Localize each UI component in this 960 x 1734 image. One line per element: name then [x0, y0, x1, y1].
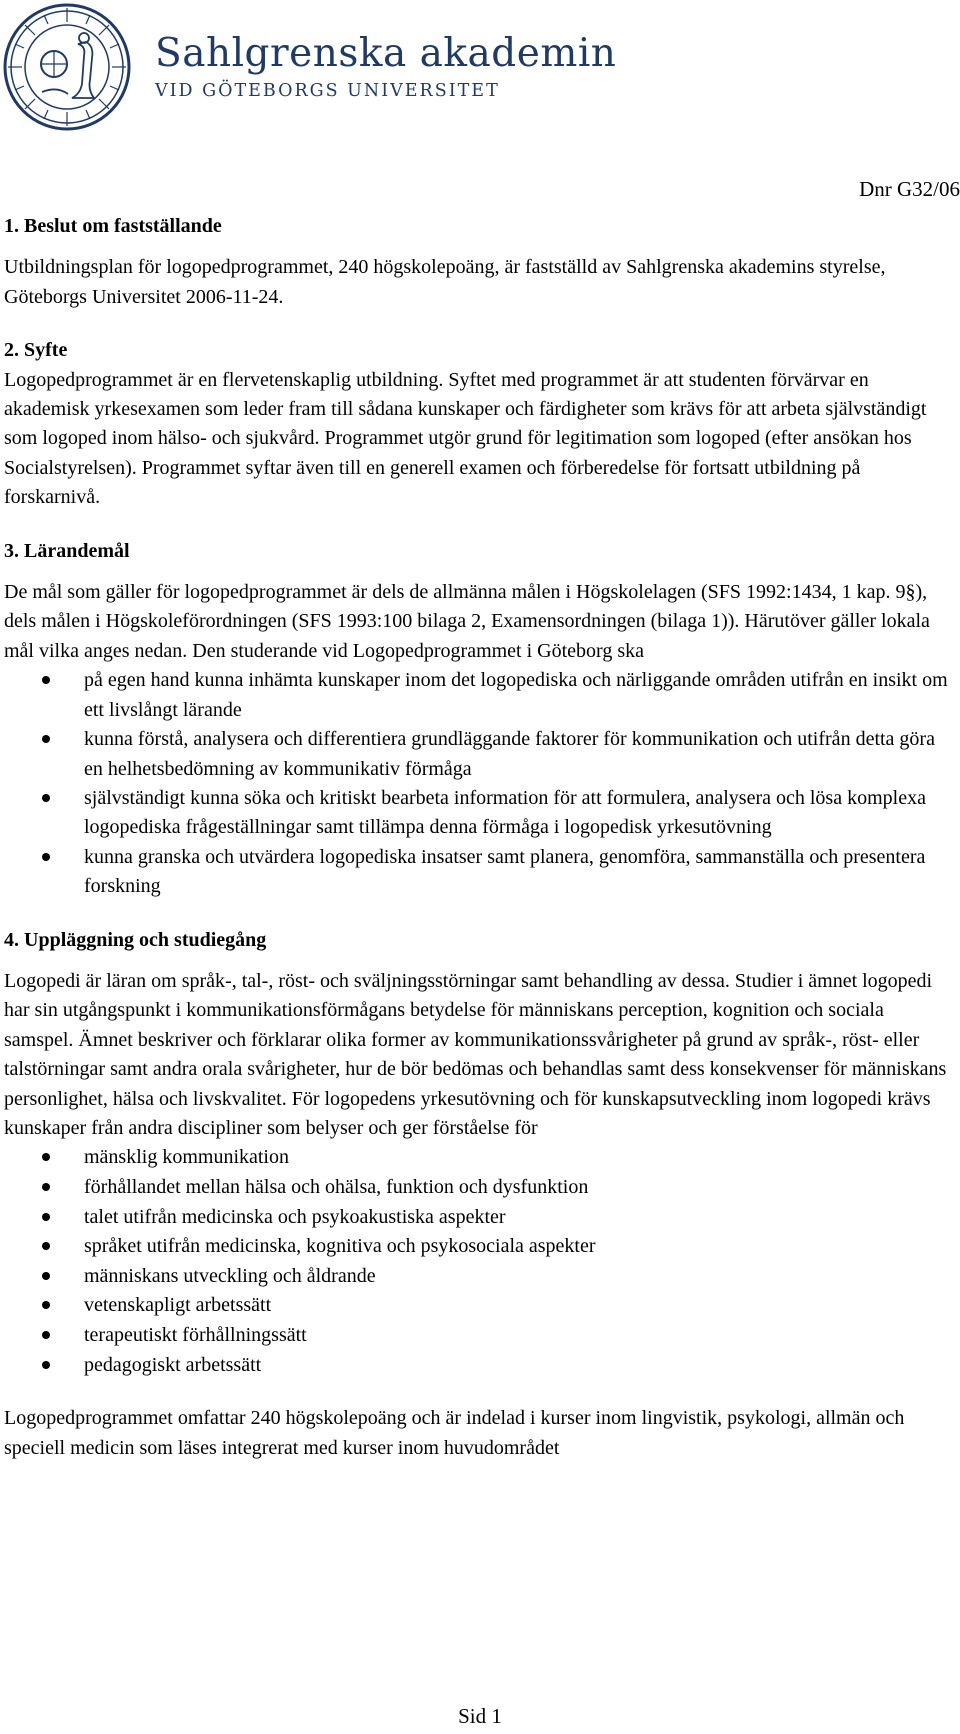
section-heading-structure: 4. Uppläggning och studiegång	[4, 928, 267, 951]
brand-block	[155, 32, 616, 102]
bullet-icon	[42, 853, 50, 861]
list-item	[4, 1291, 956, 1321]
letterhead	[2, 2, 702, 132]
list-item	[4, 1203, 956, 1233]
document-body	[4, 212, 956, 1463]
list-item-text: talet utifrån medicinska och psykoakustiska aspekter	[84, 1205, 506, 1228]
list-item	[4, 1143, 956, 1173]
section-paragraph-structure: Logopedi är läran om språk-, tal-, röst- och sväljningsstörningar samt behandling av dessa. Studier i ämnet logopedi har sin utgångspunkt i kommunikationsförmågans betydelse för människans perception, kognition och sociala samspel. Ämnet beskriver och förklarar olika former av kommunikationssvårigheter på grund av språk-, röst- eller talstörningar samt andra orala svårigheter, hur de bör bedömas och behandlas samt dess konsekvenser för människans personlighet, hälsa och livskvalitet. För logopedens yrkesutövning och för kunskapsutveckling inom logopedi krävs kunskaper från andra discipliner som belyser och ger förståelse för	[4, 969, 947, 1139]
bullet-icon	[42, 1301, 50, 1309]
list-item-text: självständigt kunna söka och kritiskt bearbeta information för att formulera, analysera och lösa komplexa logopediska frågeställningar samt tillämpa denna förmåga i logopedisk yrkesutövning	[84, 786, 926, 839]
list-item-text: kunna förstå, analysera och differentiera grundläggande faktorer för kommunikation och utifrån detta göra en helhetsbedömning av kommunikativ förmåga	[84, 728, 935, 780]
document-number: Dnr G32/06	[859, 177, 960, 201]
bullet-icon	[42, 1331, 50, 1339]
list-item-text: språket utifrån medicinska, kognitiva och psykosociala aspekter	[84, 1235, 596, 1258]
page-number: Sid 1	[458, 1704, 502, 1728]
learning-goals-list	[4, 666, 956, 901]
section-paragraph-structure-2: Logopedprogrammet omfattar 240 högskolepoäng och är indelad i kurser inom lingvistik, psykologi, allmän och speciell medicin som läses integrerat med kurser inom huvudområdet	[4, 1407, 905, 1459]
bullet-icon	[42, 1272, 50, 1280]
bullet-icon	[42, 1153, 50, 1161]
list-item-text: mänsklig kommunikation	[84, 1146, 289, 1169]
list-item	[4, 1262, 956, 1292]
bullet-icon	[42, 676, 50, 684]
list-item	[4, 1321, 956, 1351]
section-paragraph-learning-goals: De mål som gäller för logopedprogrammet är dels de allmänna målen i Högskolelagen (SFS 1992:1434, 1 kap. 9§), dels målen i Högskoleförordningen (SFS 1993:100 bilaga 2, Examensordningen (bilaga 1)). Härutöver gäller lokala mål vilka anges nedan. Den studerande vid Logopedprogrammet i Göteborg ska	[4, 581, 930, 662]
section-paragraph-purpose: Logopedprogrammet är en flervetenskaplig utbildning. Syftet med programmet är att studenten förvärvar en akademisk yrkesexamen som leder fram till sådana kunskaper och färdigheter som krävs för att arbeta självständigt som logoped inom hälso- och sjukvård. Programmet utgör grund för legitimation som logoped (efter ansökan hos Socialstyrelsen). Programmet syftar även till en generell examen och förberedelse för fortsatt utbildning på forskarnivå.	[4, 368, 927, 509]
list-item-text: vetenskapligt arbetssätt	[84, 1294, 272, 1317]
list-item-text: förhållandet mellan hälsa och ohälsa, funktion och dysfunktion	[84, 1175, 589, 1198]
list-item-text: på egen hand kunna inhämta kunskaper inom det logopediska och närliggande områden utifrån en insikt om ett livslångt lärande	[84, 669, 948, 721]
brand-subtitle: VID GÖTEBORGS UNIVERSITET	[155, 81, 500, 101]
section-paragraph-decision: Utbildningsplan för logopedprogrammet, 240 högskolepoäng, är fastställd av Sahlgrenska akademins styrelse, Göteborgs Universitet 2006-11-24.	[4, 256, 886, 308]
list-item-text: kunna granska och utvärdera logopediska insatser samt planera, genomföra, sammanställa och presentera forskning	[84, 845, 926, 898]
list-item	[4, 1232, 956, 1262]
university-seal-icon	[2, 2, 132, 132]
bullet-icon	[42, 735, 50, 743]
section-heading-purpose: 2. Syfte	[4, 339, 68, 362]
disciplines-list	[4, 1143, 956, 1380]
list-item	[4, 843, 956, 902]
list-item	[4, 784, 956, 843]
list-item-text: terapeutiskt förhållningssätt	[84, 1323, 307, 1346]
brand-name: Sahlgrenska akademin	[155, 31, 617, 76]
bullet-icon	[42, 1242, 50, 1250]
bullet-icon	[42, 1213, 50, 1221]
list-item	[4, 666, 956, 725]
bullet-icon	[42, 1183, 50, 1191]
section-heading-decision: 1. Beslut om fastställande	[4, 215, 222, 237]
list-item	[4, 1351, 956, 1381]
section-heading-learning-goals: 3. Lärandemål	[4, 539, 130, 562]
list-item-text: människans utveckling och åldrande	[84, 1264, 376, 1287]
list-item-text: pedagogiskt arbetssätt	[84, 1353, 262, 1376]
list-item	[4, 725, 956, 784]
bullet-icon	[42, 794, 50, 802]
bullet-icon	[42, 1361, 50, 1369]
list-item	[4, 1173, 956, 1203]
